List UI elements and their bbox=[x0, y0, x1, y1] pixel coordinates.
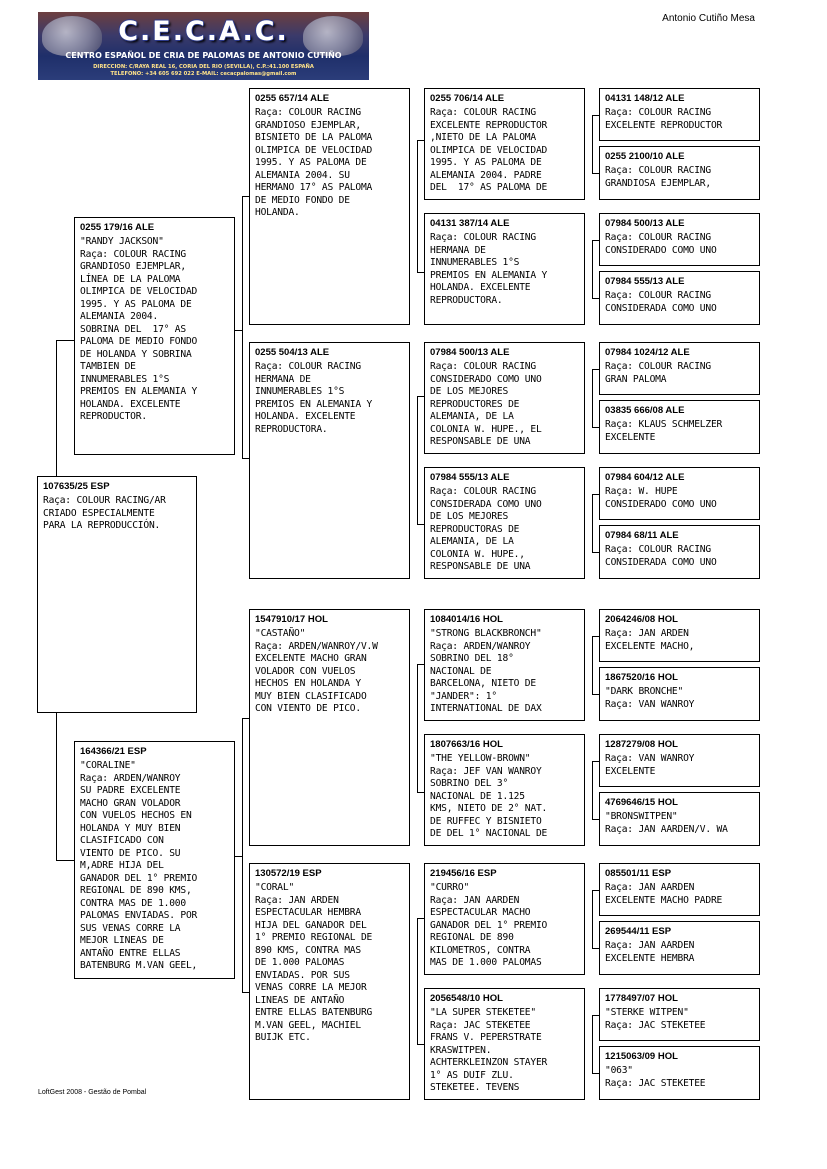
dam-ring: 164366/21 ESP bbox=[80, 746, 147, 757]
connector-line bbox=[417, 140, 418, 272]
sire-ring: 0255 179/16 ALE bbox=[80, 222, 155, 233]
ggg-parent-description: Raça: JAN AARDEN EXCELENTE MACHO PADRE bbox=[605, 882, 723, 906]
ggg-parent-card bbox=[599, 1046, 760, 1100]
dam-card bbox=[74, 741, 235, 979]
connector-line bbox=[592, 494, 599, 495]
connector-line bbox=[592, 636, 593, 694]
connector-line bbox=[242, 196, 243, 458]
ggg-parent-description: Raça: KLAUS SCHMELZER EXCELENTE bbox=[605, 419, 723, 443]
connector-line bbox=[235, 330, 242, 331]
great-grandparent-description: "STRONG BLACKBRONCH" Raça: ARDEN/WANROY SOBRINO DEL 18° NACIONAL DE BARCELONA, NIETO DE "JANDER": 1° INTERNATIONAL DE DAX bbox=[430, 628, 542, 714]
ggg-parent-ring: 04131 148/12 ALE bbox=[605, 93, 685, 104]
ggg-parent-description: Raça: COLOUR RACING CONSIDERADA COMO UNO bbox=[605, 290, 717, 314]
great-grandparent-description: "LA SUPER STEKETEE" Raça: JAC STEKETEE FRANS V. PEPERSTRATE KRASWITPEN. ACHTERKLEINZON STAYER 1° AS DUIF ZLU. STEKETEE. TEVENS bbox=[430, 1007, 548, 1093]
ggg-parent-card bbox=[599, 400, 760, 454]
great-grandparent-description: Raça: COLOUR RACING EXCELENTE REPRODUCTOR ,NIETO DE LA PALOMA OLIMPICA DE VELOCIDAD 1995. Y AS PALOMA DE ALEMANIA 2004. PADRE DEL 17° AS PALOMA DE bbox=[430, 107, 548, 193]
ggg-parent-description: Raça: JAN ARDEN EXCELENTE MACHO, bbox=[605, 628, 695, 652]
great-grandparent-description: Raça: COLOUR RACING CONSIDERADO COMO UNO DE LOS MEJORES REPRODUCTORES DE ALEMANIA, DE LA COLONIA W. HUPE., EL RESPONSABLE DE UNA bbox=[430, 361, 542, 447]
ggg-parent-description: Raça: COLOUR RACING CONSIDERADA COMO UNO bbox=[605, 544, 717, 568]
grandparent-card bbox=[249, 88, 410, 325]
connector-line bbox=[592, 115, 593, 173]
great-grandparent-ring: 219456/16 ESP bbox=[430, 868, 497, 879]
subject-ring: 107635/25 ESP bbox=[43, 481, 110, 492]
connector-line bbox=[592, 819, 599, 820]
logo-title: C.E.C.A.C. bbox=[118, 16, 289, 47]
ggg-parent-card bbox=[599, 525, 760, 579]
ggg-parent-ring: 07984 604/12 ALE bbox=[605, 472, 685, 483]
great-grandparent-description: "THE YELLOW-BROWN" Raça: JEF VAN WANROY SOBRINO DEL 3° NACIONAL DE 1.125 KMS, NIETO DE 2° NAT. DE RUFFEC Y BISNIETO DE DEL 1° NACIONAL DE bbox=[430, 753, 548, 839]
grandparent-card bbox=[249, 342, 410, 579]
ggg-parent-ring: 085501/11 ESP bbox=[605, 868, 672, 879]
connector-line bbox=[592, 552, 599, 553]
connector-line bbox=[592, 890, 599, 891]
great-grandparent-card bbox=[424, 88, 585, 200]
ggg-parent-ring: 1867520/16 HOL bbox=[605, 672, 678, 683]
grandparent-ring: 130572/19 ESP bbox=[255, 868, 322, 879]
great-grandparent-ring: 04131 387/14 ALE bbox=[430, 218, 510, 229]
subject-description: Raça: COLOUR RACING/AR CRIADO ESPECIALMENTE PARA LA REPRODUCCIÓN. bbox=[43, 495, 166, 531]
great-grandparent-ring: 2056548/10 HOL bbox=[430, 993, 503, 1004]
ggg-parent-ring: 4769646/15 HOL bbox=[605, 797, 678, 808]
great-grandparent-description: Raça: COLOUR RACING CONSIDERADA COMO UNO DE LOS MEJORES REPRODUCTORAS DE ALEMANIA, DE LA COLONIA W. HUPE., RESPONSABLE DE UNA bbox=[430, 486, 542, 572]
ggg-parent-description: Raça: COLOUR RACING EXCELENTE REPRODUCTOR bbox=[605, 107, 723, 131]
ggg-parent-card bbox=[599, 792, 760, 846]
ggg-parent-description: Raça: W. HUPE CONSIDERADO COMO UNO bbox=[605, 486, 717, 510]
connector-line bbox=[592, 1073, 599, 1074]
great-grandparent-card bbox=[424, 609, 585, 721]
connector-line bbox=[56, 340, 74, 341]
connector-line bbox=[592, 369, 599, 370]
connector-line bbox=[592, 115, 599, 116]
connector-line bbox=[592, 761, 593, 819]
connector-line bbox=[235, 856, 242, 857]
connector-line bbox=[242, 196, 249, 197]
ggg-parent-description: Raça: JAN AARDEN EXCELENTE HEMBRA bbox=[605, 940, 695, 964]
grandparent-description: Raça: COLOUR RACING GRANDIOSO EJEMPLAR, BISNIETO DE LA PALOMA OLIMPICA DE VELOCIDAD 1995. Y AS PALOMA DE ALEMANIA 2004. SU HERMANO 17° AS PALOMA DE MEDIO FONDO DE HOLANDA. bbox=[255, 107, 373, 218]
grandparent-ring: 0255 657/14 ALE bbox=[255, 93, 330, 104]
connector-line bbox=[56, 712, 57, 860]
ggg-parent-ring: 07984 1024/12 ALE bbox=[605, 347, 690, 358]
ggg-parent-ring: 1287279/08 HOL bbox=[605, 739, 678, 750]
grandparent-card bbox=[249, 609, 410, 846]
ggg-parent-ring: 07984 500/13 ALE bbox=[605, 218, 685, 229]
ggg-parent-description: Raça: COLOUR RACING CONSIDERADO COMO UNO bbox=[605, 232, 717, 256]
connector-line bbox=[592, 427, 599, 428]
ggg-parent-ring: 07984 68/11 ALE bbox=[605, 530, 679, 541]
ggg-parent-ring: 0255 2100/10 ALE bbox=[605, 151, 685, 162]
great-grandparent-ring: 0255 706/14 ALE bbox=[430, 93, 505, 104]
ggg-parent-card bbox=[599, 342, 760, 395]
connector-line bbox=[417, 272, 424, 273]
connector-line bbox=[417, 524, 424, 525]
sire-description: "RANDY JACKSON" Raça: COLOUR RACING GRANDIOSO EJEMPLAR, LÍNEA DE LA PALOMA OLIMPICA DE VELOCIDAD 1995. Y AS PALOMA DE ALEMANIA 2004. SOBRINA DEL 17° AS PALOMA DE MEDIO FONDO DE HOLANDA Y SOBRINA TAMBIEN DE INNUMERABLES 1°S PREMIOS EN ALEMANIA Y HOLANDA. EXCELENTE REPRODUCTOR. bbox=[80, 236, 198, 422]
sire-card bbox=[74, 217, 235, 455]
connector-line bbox=[592, 694, 599, 695]
ggg-parent-ring: 07984 555/13 ALE bbox=[605, 276, 685, 287]
owner-name: Antonio Cutiño Mesa bbox=[662, 13, 755, 24]
ggg-parent-card bbox=[599, 609, 760, 662]
connector-line bbox=[242, 718, 243, 992]
ggg-parent-card bbox=[599, 988, 760, 1041]
connector-line bbox=[592, 240, 593, 298]
cecac-logo bbox=[38, 12, 369, 80]
grandparent-description: "CASTAÑO" Raça: ARDEN/WANROY/V.W EXCELENTE MACHO GRAN VOLADOR CON VUELOS HECHOS EN HOLANDA Y MUY BIEN CLASIFICADO CON VIENTO DE PICO. bbox=[255, 628, 378, 714]
ggg-parent-card bbox=[599, 467, 760, 520]
connector-line bbox=[56, 860, 74, 861]
connector-line bbox=[592, 298, 599, 299]
logo-address-line: DIRECCION: C/RAYA REAL 16, CORIA DEL RIO (SEVILLA), C.P.:41.100 ESPAÑA bbox=[93, 64, 314, 70]
connector-line bbox=[592, 948, 599, 949]
connector-line bbox=[592, 761, 599, 762]
great-grandparent-card bbox=[424, 734, 585, 846]
ggg-parent-description: "BRONSWITPEN" Raça: JAN AARDEN/V. WA bbox=[605, 811, 728, 835]
ggg-parent-card bbox=[599, 734, 760, 787]
connector-line bbox=[417, 918, 418, 1044]
great-grandparent-ring: 07984 500/13 ALE bbox=[430, 347, 510, 358]
ggg-parent-card bbox=[599, 146, 760, 200]
connector-line bbox=[417, 664, 418, 792]
grandparent-description: Raça: COLOUR RACING HERMANA DE INNUMERABLES 1°S PREMIOS EN ALEMANIA Y HOLANDA. EXCELENTE REPRODUCTORA. bbox=[255, 361, 373, 435]
ggg-parent-description: "063" Raça: JAC STEKETEE bbox=[605, 1065, 706, 1089]
connector-line bbox=[242, 992, 249, 993]
connector-line bbox=[417, 396, 424, 397]
connector-line bbox=[242, 458, 249, 459]
connector-line bbox=[417, 792, 424, 793]
great-grandparent-card bbox=[424, 863, 585, 975]
connector-line bbox=[417, 1044, 424, 1045]
grandparent-card bbox=[249, 863, 410, 1100]
logo-subtitle: CENTRO ESPAÑOL DE CRIA DE PALOMAS DE ANTONIO CUTIÑO bbox=[65, 51, 342, 60]
connector-line bbox=[592, 240, 599, 241]
connector-line bbox=[592, 1015, 599, 1016]
great-grandparent-ring: 1084014/16 HOL bbox=[430, 614, 503, 625]
grandparent-description: "CORAL" Raça: JAN ARDEN ESPECTACULAR HEMBRA HIJA DEL GANADOR DEL 1° PREMIO REGIONAL DE 890 KMS, CONTRA MAS DE 1.000 PALOMAS ENVIADAS. POR SUS VENAS CORRE LA MEJOR LINEAS DE ANTAÑO ENTRE ELLAS BATENBURG M.VAN GEEL, MACHIEL BUIJK ETC. bbox=[255, 882, 373, 1043]
ggg-parent-card bbox=[599, 667, 760, 721]
ggg-parent-ring: 1778497/07 HOL bbox=[605, 993, 678, 1004]
ggg-parent-ring: 269544/11 ESP bbox=[605, 926, 672, 937]
ggg-parent-card bbox=[599, 213, 760, 266]
subject-card bbox=[37, 476, 197, 713]
grandparent-ring: 1547910/17 HOL bbox=[255, 614, 328, 625]
dam-description: "CORALINE" Raça: ARDEN/WANROY SU PADRE EXCELENTE MACHO GRAN VOLADOR CON VUELOS HECHOS EN HOLANDA Y MUY BIEN CLASIFICADO CON VIENTO DE PICO. SU M,ADRE HIJA DEL GANADOR DEL 1° PREMIO REGIONAL DE 890 KMS, CONTRA MAS DE 1.000 PALOMAS ENVIADAS. POR SUS VENAS CORRE LA MEJOR LINEAS DE ANTAÑO ENTRE ELLAS BATENBURG M.VAN GEEL, bbox=[80, 760, 198, 971]
connector-line bbox=[592, 890, 593, 948]
ggg-parent-card bbox=[599, 863, 760, 916]
great-grandparent-ring: 1807663/16 HOL bbox=[430, 739, 503, 750]
connector-line bbox=[592, 173, 599, 174]
connector-line bbox=[592, 636, 599, 637]
great-grandparent-card bbox=[424, 213, 585, 325]
great-grandparent-description: Raça: COLOUR RACING HERMANA DE INNUMERABLES 1°S PREMIOS EN ALEMANIA Y HOLANDA. EXCELENTE REPRODUCTORA. bbox=[430, 232, 548, 306]
ggg-parent-card bbox=[599, 88, 760, 141]
connector-line bbox=[56, 340, 57, 476]
connector-line bbox=[417, 140, 424, 141]
ggg-parent-description: "DARK BRONCHE" Raça: VAN WANROY bbox=[605, 686, 695, 710]
connector-line bbox=[242, 718, 249, 719]
grandparent-ring: 0255 504/13 ALE bbox=[255, 347, 330, 358]
great-grandparent-description: "CURRO" Raça: JAN AARDEN ESPECTACULAR MACHO GANADOR DEL 1° PREMIO REGIONAL DE 890 KILOMETROS, CONTRA MAS DE 1.000 PALOMAS bbox=[430, 882, 548, 968]
great-grandparent-card bbox=[424, 342, 585, 454]
connector-line bbox=[592, 1015, 593, 1073]
ggg-parent-description: Raça: COLOUR RACING GRANDIOSA EJEMPLAR, bbox=[605, 165, 711, 189]
great-grandparent-card bbox=[424, 988, 585, 1100]
footer-text: LoftGest 2008 - Gestão de Pombal bbox=[38, 1089, 147, 1096]
ggg-parent-description: "STERKE WITPEN" Raça: JAC STEKETEE bbox=[605, 1007, 706, 1031]
great-grandparent-card bbox=[424, 467, 585, 579]
ggg-parent-card bbox=[599, 271, 760, 325]
connector-line bbox=[417, 396, 418, 524]
ggg-parent-description: Raça: VAN WANROY EXCELENTE bbox=[605, 753, 695, 777]
connector-line bbox=[592, 494, 593, 552]
ggg-parent-ring: 03835 666/08 ALE bbox=[605, 405, 685, 416]
connector-line bbox=[417, 918, 424, 919]
logo-contact-line: TELEFONO: +34 605 692 022 E-MAIL: cecacpalomas@gmail.com bbox=[110, 71, 297, 77]
ggg-parent-ring: 2064246/08 HOL bbox=[605, 614, 678, 625]
ggg-parent-ring: 1215063/09 HOL bbox=[605, 1051, 678, 1062]
great-grandparent-ring: 07984 555/13 ALE bbox=[430, 472, 510, 483]
ggg-parent-description: Raça: COLOUR RACING GRAN PALOMA bbox=[605, 361, 711, 385]
ggg-parent-card bbox=[599, 921, 760, 975]
connector-line bbox=[592, 369, 593, 427]
connector-line bbox=[417, 664, 424, 665]
logo-address bbox=[38, 64, 369, 78]
